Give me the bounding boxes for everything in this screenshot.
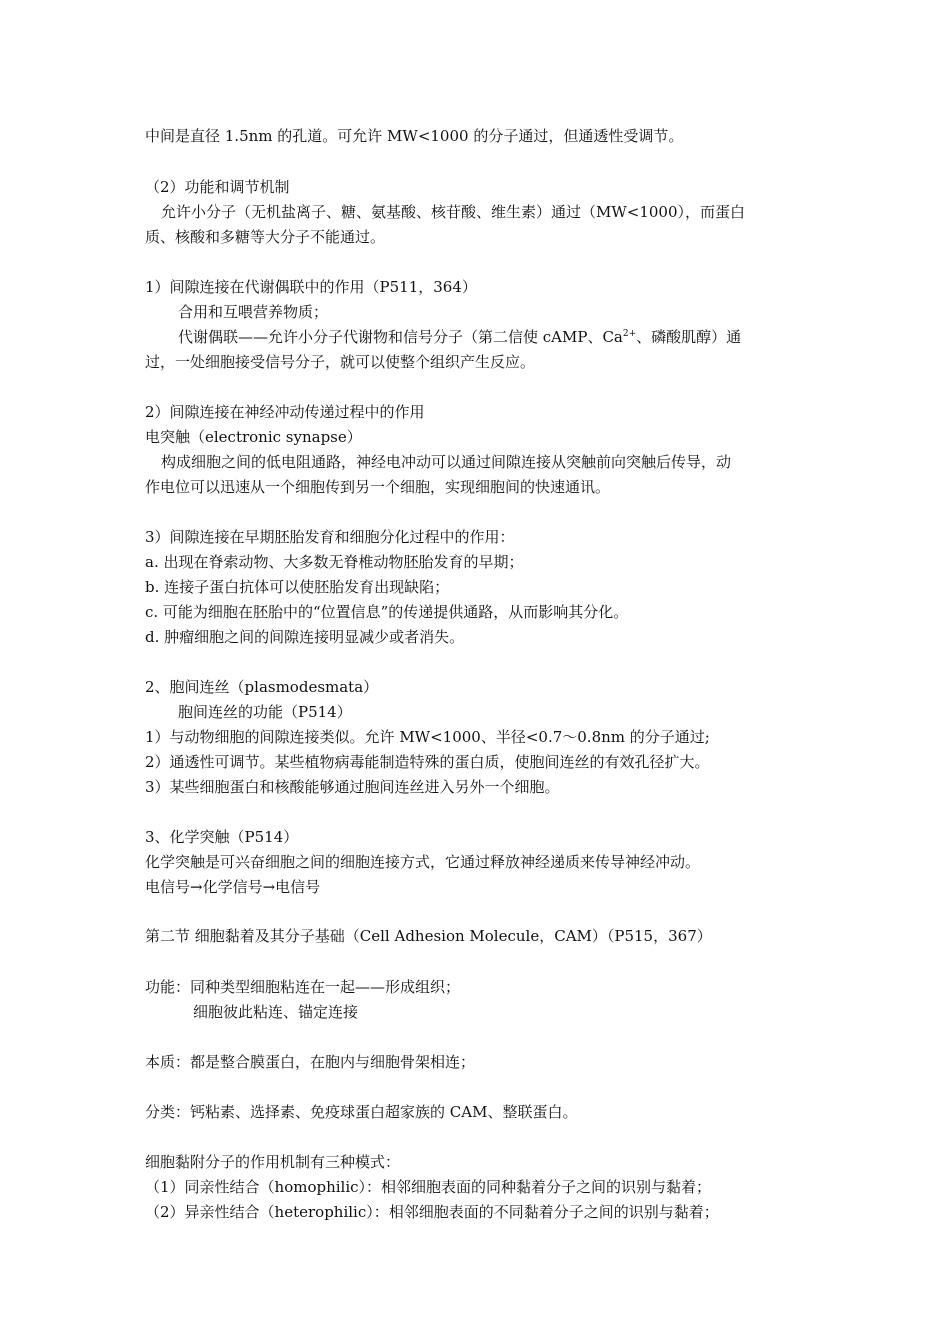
list-item: b. 连接子蛋白抗体可以使胚胎发育出现缺陷； (145, 578, 450, 596)
list-item: c. 可能为细胞在胚胎中的“位置信息”的传递提供通路，从而影响其分化。 (145, 603, 629, 621)
heading-chemical-synapse: 3、化学突触（P514） (145, 828, 299, 846)
subheading: 胞间连丝的功能（P514） (178, 703, 352, 721)
paragraph-line: 构成细胞之间的低电阻通路，神经电冲动可以通过间隙连接从突触前向突触后传导，动 (161, 453, 732, 471)
superscript: 2+ (622, 329, 637, 339)
paragraph-line: 作电位可以迅速从一个细胞传到另一个细胞，实现细胞间的快速通讯。 (145, 478, 611, 496)
list-item: （2）异亲性结合（heterophilic）：相邻细胞表面的不同黏着分子之间的识别与黏着； (145, 1203, 719, 1221)
section-title-function: （2）功能和调节机制 (145, 178, 290, 196)
heading-embryo-development: 3）间隙连接在早期胚胎发育和细胞分化过程中的作用： (145, 528, 515, 546)
list-item: d. 肿瘤细胞之间的间隙连接明显减少或者消失。 (145, 628, 465, 646)
paragraph-line: 电突触（electronic synapse） (145, 428, 362, 446)
paragraph-line: 本质：都是整合膜蛋白，在胞内与细胞骨架相连； (145, 1053, 476, 1071)
section-heading-cam: 第二节 细胞黏着及其分子基础（Cell Adhesion Molecule，CAM）（P515，367） (145, 927, 712, 945)
paragraph-line: 允许小分子（无机盐离子、糖、氨基酸、核苷酸、维生素）通过（MW<1000），而蛋白 (161, 203, 746, 221)
paragraph-line: 合用和互喂营养物质； (178, 303, 329, 321)
heading-metabolic-coupling: 1）间隙连接在代谢偶联中的作用（P511，364） (145, 278, 477, 296)
paragraph-line: 质、核酸和多糖等大分子不能通过。 (145, 228, 386, 246)
list-item: （1）同亲性结合（homophilic）：相邻细胞表面的同种黏着分子之间的识别与黏着； (145, 1178, 712, 1196)
text-run: 、磷酸肌醇）通 (636, 328, 742, 346)
paragraph-line: 电信号→化学信号→电信号 (145, 878, 321, 896)
heading-plasmodesmata: 2、胞间连丝（plasmodesmata） (145, 678, 379, 696)
paragraph-line: 过，一处细胞接受信号分子，就可以使整个组织产生反应。 (145, 353, 536, 371)
list-item: 3）某些细胞蛋白和核酸能够通过胞间连丝进入另外一个细胞。 (145, 778, 560, 796)
paragraph-pore: 中间是直径 1.5nm 的孔道。可允许 MW<1000 的分子通过，但通透性受调节。 (145, 127, 684, 145)
paragraph-line: 化学突触是可兴奋细胞之间的细胞连接方式，它通过释放神经递质来传导神经冲动。 (145, 853, 701, 871)
paragraph-line: 功能：同种类型细胞粘连在一起——形成组织； (145, 978, 461, 996)
list-item: 1）与动物细胞的间隙连接类似。允许 MW<1000、半径<0.7～0.8nm 的分子通过; (145, 728, 710, 746)
heading-mechanism: 细胞黏附分子的作用机制有三种模式： (145, 1153, 401, 1171)
paragraph-line: 分类：钙粘素、选择素、免疫球蛋白超家族的 CAM、整联蛋白。 (145, 1103, 578, 1121)
paragraph-line: 细胞彼此粘连、锚定连接 (193, 1003, 359, 1021)
list-item: a. 出现在脊索动物、大多数无脊椎动物胚胎发育的早期； (145, 553, 524, 571)
paragraph-line (178, 327, 741, 347)
list-item: 2）通透性可调节。某些植物病毒能制造特殊的蛋白质，使胞间连丝的有效孔径扩大。 (145, 753, 710, 771)
heading-nerve-impulse: 2）间隙连接在神经冲动传递过程中的作用 (145, 403, 425, 421)
text-run: 代谢偶联——允许小分子代谢物和信号分子（第二信使 cAMP、Ca (178, 328, 623, 346)
